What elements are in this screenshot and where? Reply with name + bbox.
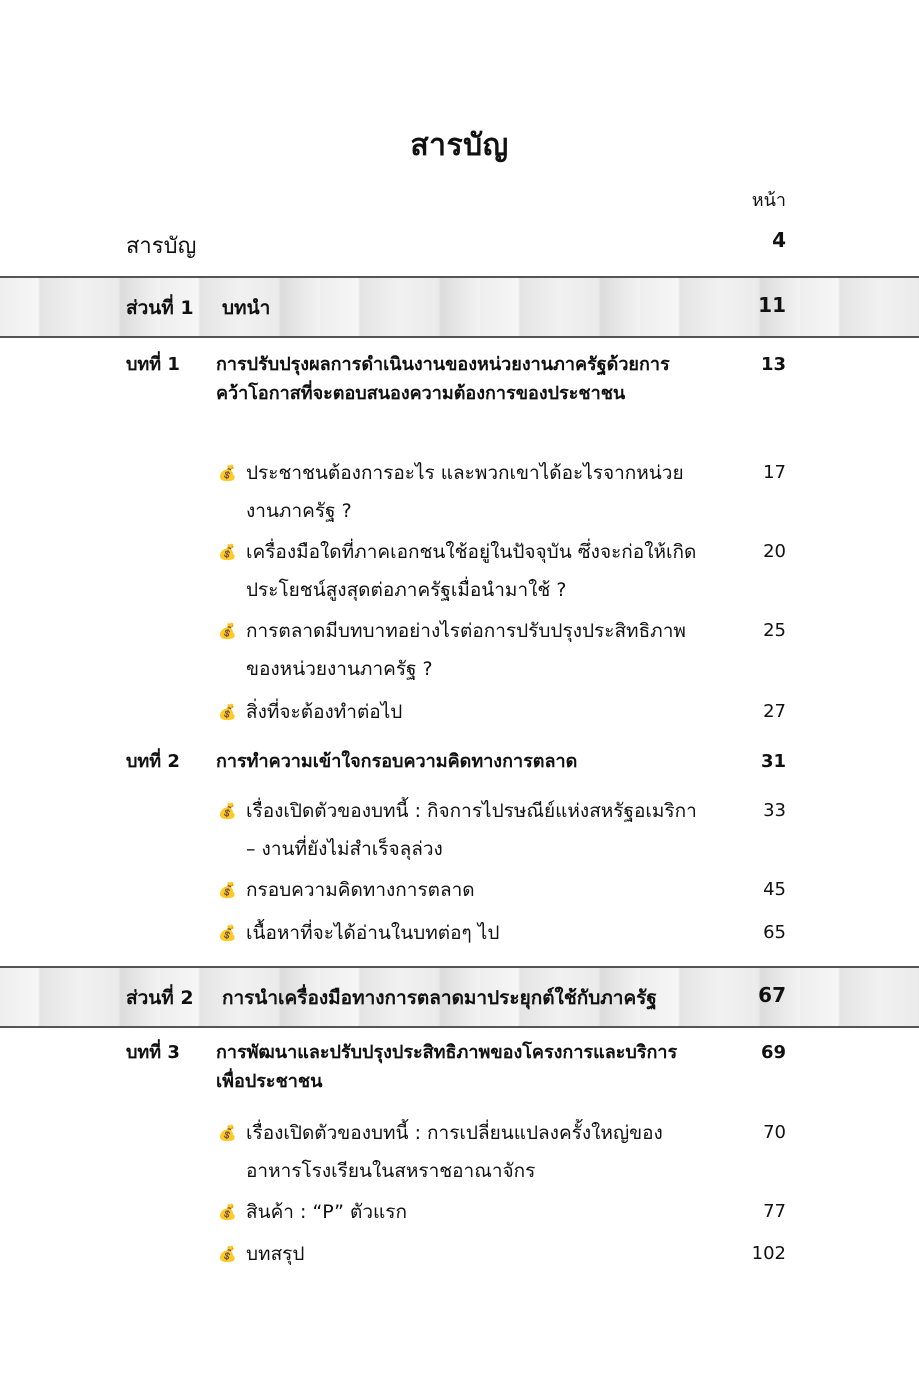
money-bag-icon: 💰	[218, 881, 237, 899]
chapter-entry-3[interactable]	[126, 1038, 786, 1096]
page-number: 13	[760, 354, 786, 375]
chapter-label: บทที่ 2	[126, 751, 180, 772]
toc-entry-contents[interactable]	[126, 228, 786, 263]
page-number: 77	[763, 1201, 786, 1222]
chapter-title: การทำความเข้าใจกรอบความคิดทางการตลาด	[216, 751, 578, 772]
subsection-entry[interactable]	[218, 1193, 786, 1231]
page-number: 25	[763, 620, 786, 641]
section-label: ส่วนที่ 1	[126, 297, 194, 319]
subsection-title: สิ่งที่จะต้องทำต่อไป	[246, 701, 403, 723]
subsection-title: กรอบความคิดทางการตลาด	[246, 879, 475, 901]
subsection-title: การตลาดมีบทบาทอย่างไรต่อการปรับปรุงประสิทธิภาพของหน่วยงานภาครัฐ ?	[246, 620, 686, 680]
money-bag-icon: 💰	[218, 1245, 237, 1263]
chapter-label: บทที่ 3	[126, 1042, 180, 1063]
section-band-part-2	[0, 966, 919, 1028]
page-column-header: หน้า	[751, 190, 786, 211]
page-number: 20	[763, 541, 786, 562]
money-bag-icon: 💰	[218, 543, 237, 561]
section-band-part-1	[0, 276, 919, 338]
page-number: 65	[763, 922, 786, 943]
subsection-entry[interactable]	[218, 454, 786, 530]
subsection-title: เนื้อหาที่จะได้อ่านในบทต่อๆ ไป	[246, 922, 500, 944]
subsection-title: สินค้า : “P” ตัวแรก	[246, 1201, 407, 1223]
section-entry[interactable]	[126, 293, 786, 323]
subsection-entry[interactable]	[218, 533, 786, 609]
section-label: ส่วนที่ 2	[126, 987, 194, 1009]
page-number: 102	[751, 1243, 786, 1264]
subsection-title: เรื่องเปิดตัวของบทนี้ : กิจการไปรษณีย์แห่งสหรัฐอเมริกา – งานที่ยังไม่สำเร็จลุล่วง	[246, 800, 697, 860]
chapter-entry-2[interactable]	[126, 747, 786, 776]
money-bag-icon: 💰	[218, 622, 237, 640]
subsection-entry[interactable]	[218, 871, 786, 909]
page-number: 27	[763, 701, 786, 722]
chapter-title: การปรับปรุงผลการดำเนินงานของหน่วยงานภาครัฐด้วยการคว้าโอกาสที่จะตอบสนองความต้องการของประชาชน	[216, 354, 670, 404]
subsection-title: เรื่องเปิดตัวของบทนี้ : การเปลี่ยนแปลงครั้งใหญ่ของอาหารโรงเรียนในสหราชอาณาจักร	[246, 1122, 663, 1182]
section-entry[interactable]	[126, 983, 786, 1013]
page-number: 4	[772, 228, 786, 252]
subsection-entry[interactable]	[218, 1235, 786, 1273]
toc-entry-label: สารบัญ	[126, 234, 197, 259]
page-number: 11	[758, 293, 786, 317]
page-number: 69	[760, 1042, 786, 1063]
section-title: การนำเครื่องมือทางการตลาดมาประยุกต์ใช้กับภาครัฐ	[222, 987, 657, 1009]
chapter-label: บทที่ 1	[126, 354, 180, 375]
subsection-entry[interactable]	[218, 612, 786, 688]
page-number: 45	[763, 879, 786, 900]
money-bag-icon: 💰	[218, 924, 237, 942]
money-bag-icon: 💰	[218, 802, 237, 820]
chapter-entry-1[interactable]	[126, 350, 786, 408]
page-number: 31	[760, 751, 786, 772]
page-number: 67	[758, 983, 786, 1007]
subsection-entry[interactable]	[218, 914, 786, 952]
chapter-title: การพัฒนาและปรับปรุงประสิทธิภาพของโครงการและบริการเพื่อประชาชน	[216, 1042, 678, 1092]
page-title: สารบัญ	[410, 128, 509, 163]
money-bag-icon: 💰	[218, 1124, 237, 1142]
money-bag-icon: 💰	[218, 703, 237, 721]
subsection-title: เครื่องมือใดที่ภาคเอกชนใช้อยู่ในปัจจุบัน ซึ่งจะก่อให้เกิดประโยชน์สูงสุดต่อภาครัฐเมื่อนำมาใช้ ?	[246, 541, 697, 601]
money-bag-icon: 💰	[218, 1203, 237, 1221]
page-number: 70	[763, 1122, 786, 1143]
page-number: 17	[763, 462, 786, 483]
money-bag-icon: 💰	[218, 464, 237, 482]
subsection-entry[interactable]	[218, 1114, 786, 1190]
subsection-title: ประชาชนต้องการอะไร และพวกเขาได้อะไรจากหน่วยงานภาครัฐ ?	[246, 462, 684, 522]
subsection-entry[interactable]	[218, 693, 786, 731]
section-title: บทนำ	[222, 297, 271, 319]
subsection-title: บทสรุป	[246, 1243, 305, 1265]
subsection-entry[interactable]	[218, 792, 786, 868]
page-number: 33	[763, 800, 786, 821]
